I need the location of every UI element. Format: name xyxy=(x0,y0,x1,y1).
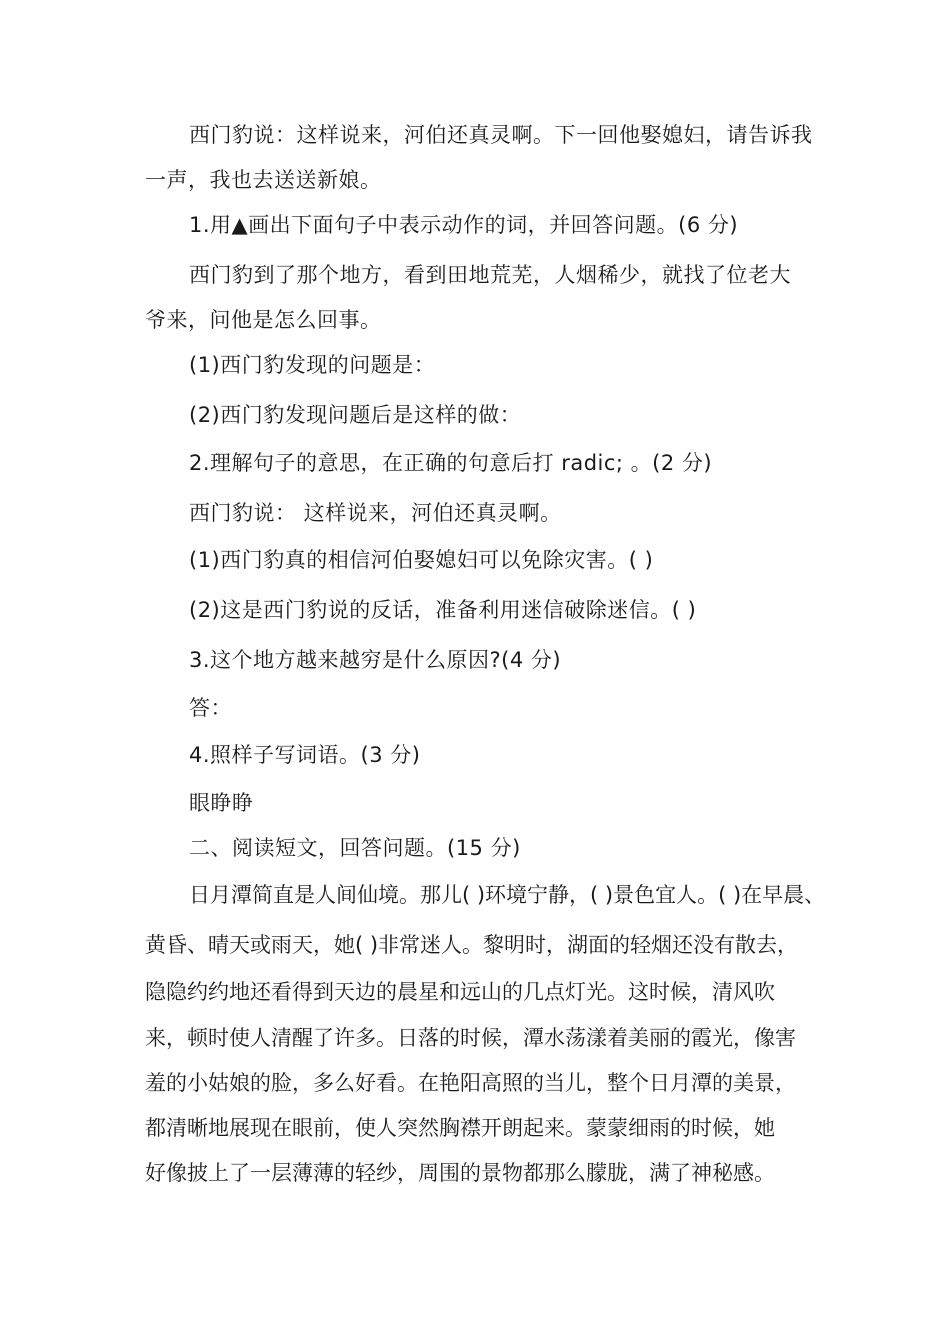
question-4: 4.照样子写词语。(3 分) xyxy=(189,743,421,767)
text-line: 西门豹说： 这样说来，河伯还真灵啊。 xyxy=(189,501,562,525)
passage-line: 隐隐约约地还看得到天边的晨星和远山的几点灯光。这时候，清风吹 xyxy=(145,980,775,1004)
question-2-option-1: (1)西门豹真的相信河伯娶媳妇可以免除灾害。( ) xyxy=(189,548,654,572)
text-line: 西门豹到了那个地方，看到田地荒芜，人烟稀少，就找了位老大 xyxy=(189,263,791,287)
text-line: 西门豹说：这样说来，河伯还真灵啊。下一回他娶媳妇，请告诉我 xyxy=(189,123,813,147)
section-heading: 二、阅读短文，回答问题。(15 分) xyxy=(189,836,521,860)
passage-line: 黄昏、晴天或雨天，她( )非常迷人。黎明时，湖面的轻烟还没有散去， xyxy=(145,933,799,957)
passage-line: 来，顿时使人清醒了许多。日落的时候，潭水荡漾着美丽的霞光，像害 xyxy=(145,1026,796,1050)
passage-line: 都清晰地展现在眼前，使人突然胸襟开朗起来。蒙蒙细雨的时候，她 xyxy=(145,1116,775,1140)
question-2: 2.理解句子的意思，在正确的句意后打 radic; 。(2 分) xyxy=(189,451,713,475)
answer-label: 答： xyxy=(189,696,232,720)
passage-line: 日月潭简直是人间仙境。那儿( )环境宁静，( )景色宜人。( )在早晨、 xyxy=(189,883,826,907)
question-3: 3.这个地方越来越穷是什么原因?(4 分) xyxy=(189,648,562,672)
question-1-part-2: (2)西门豹发现问题后是这样的做： xyxy=(189,403,522,427)
question-1: 1.用▲画出下面句子中表示动作的词，并回答问题。(6 分) xyxy=(189,213,739,237)
text-line: 一声，我也去送送新娘。 xyxy=(145,168,382,192)
passage-line: 好像披上了一层薄薄的轻纱，周围的景物都那么朦胧，满了神秘感。 xyxy=(145,1161,775,1185)
text-line: 爷来，问他是怎么回事。 xyxy=(145,308,382,332)
question-1-part-1: (1)西门豹发现的问题是： xyxy=(189,353,436,377)
passage-line: 羞的小姑娘的脸，多么好看。在艳阳高照的当儿，整个日月潭的美景， xyxy=(145,1071,796,1095)
example-word: 眼睁睁 xyxy=(189,791,254,815)
question-2-option-2: (2)这是西门豹说的反话，准备利用迷信破除迷信。( ) xyxy=(189,598,697,622)
